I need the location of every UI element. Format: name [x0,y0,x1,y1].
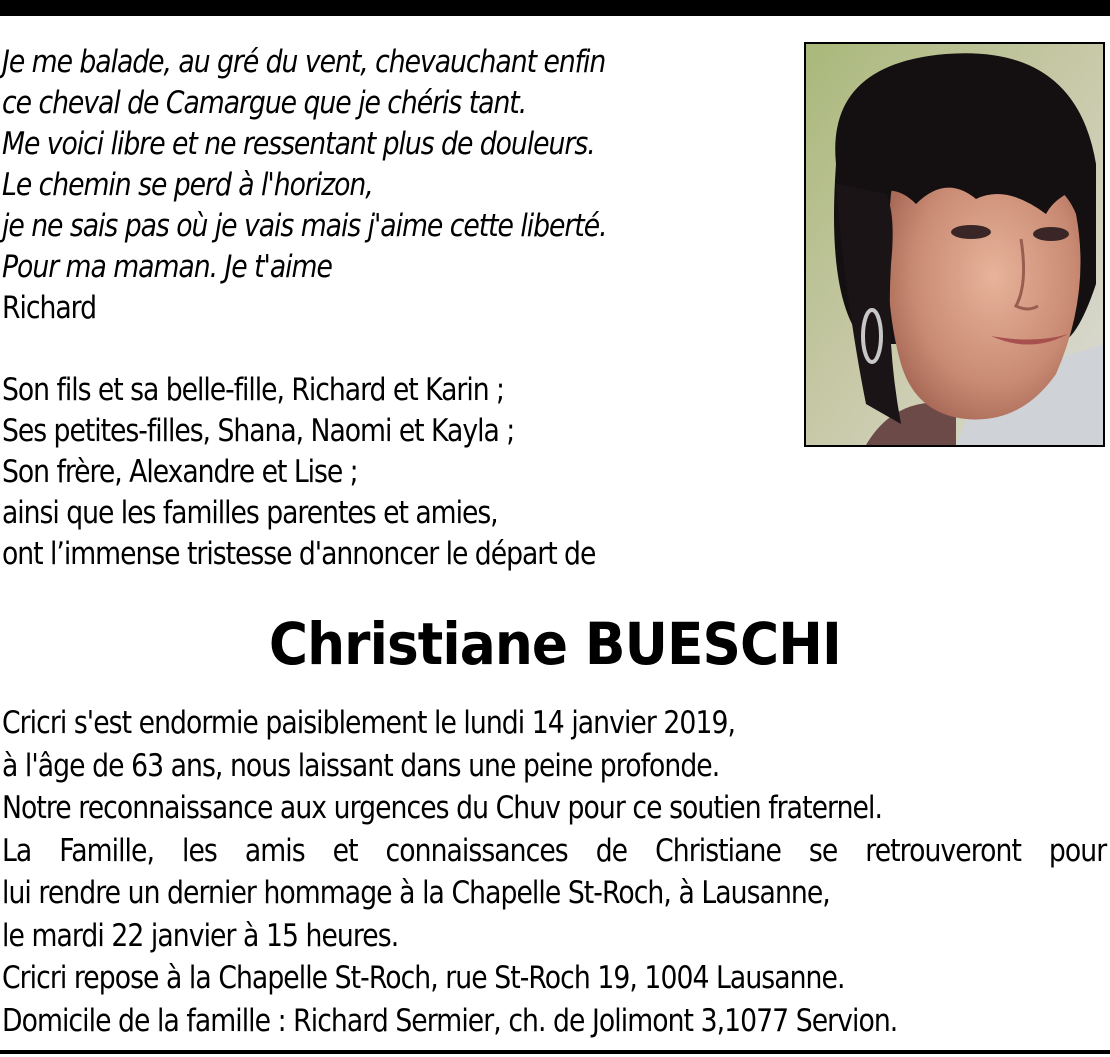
poem-line: Le chemin se perd à l'horizon, [2,167,373,203]
family-line: ainsi que les familles parentes et amies, [2,495,498,531]
bottom-rule [0,1050,1110,1054]
family-line: Son frère, Alexandre et Lise ; [2,454,358,490]
poem-line: Je me balade, au gré du vent, chevauchant enfin [2,44,606,80]
poem-signature: Richard [2,290,97,326]
family-announcement [2,370,681,575]
notice-line: Domicile de la famille : Richard Sermier, ch. de Jolimont 3,1077 Servion. [2,1002,898,1039]
notice-line: Notre reconnaissance aux urgences du Chuv pour ce soutien fraternel. [2,790,882,826]
notice-line: lui rendre un dernier hommage à la Chapelle St-Roch, à Lausanne, [2,875,830,911]
poem-line: Pour ma maman. Je t'aime [2,249,332,285]
poem [2,42,681,329]
notice-line: à l'âge de 63 ans, nous laissant dans une peine profonde. [2,747,720,784]
portrait-icon [806,44,1103,445]
family-line: Son fils et sa belle-fille, Richard et Karin ; [2,372,504,408]
family-line: ont l’immense tristesse d'annoncer le départ de [2,536,596,572]
poem-line: ce cheval de Camargue que je chéris tant. [2,85,527,121]
poem-line: je ne sais pas où je vais mais j'aime cette liberté. [2,208,607,244]
notice-line: La Famille, les amis et connaissances de Christiane se retrouveront pour [2,832,1107,869]
deceased-name-text: Christiane BUESCHI [268,610,842,678]
notice-line: le mardi 22 janvier à 15 heures. [2,917,399,954]
deceased-name [0,606,1110,682]
family-line: Ses petites-filles, Shana, Naomi et Kayla ; [2,413,515,449]
notice-line: Cricri repose à la Chapelle St-Roch, rue St-Roch 19, 1004 Lausanne. [2,960,845,996]
notice-line: Cricri s'est endormie paisiblement le lundi 14 janvier 2019, [2,705,736,741]
notice-text [2,702,1107,1042]
portrait-photo [804,42,1105,447]
poem-line: Me voici libre et ne ressentant plus de douleurs. [2,126,595,162]
top-rule [0,0,1110,16]
